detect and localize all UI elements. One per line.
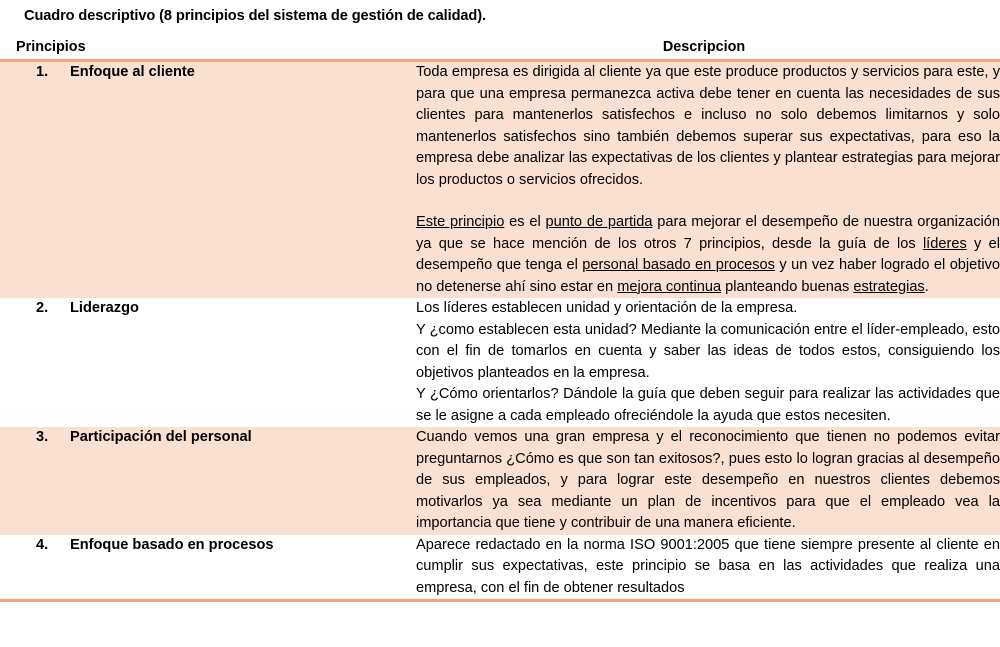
description-cell bbox=[416, 427, 1000, 535]
principle-cell bbox=[0, 298, 416, 427]
description-paragraph: Y ¿como establecen esta unidad? Mediante la comunicación entre el líder-empleado, esto con el fin de tomarlos en cuenta y saber las ideas de todos estos, consiguiendo los objetivos planteados en la empresa. bbox=[416, 321, 1000, 381]
column-header-descripcion: Descripcion bbox=[416, 38, 1000, 61]
principle-line bbox=[0, 535, 416, 555]
table-row bbox=[0, 298, 1000, 427]
description-paragraph: Cuando vemos una gran empresa y el reconocimiento que tienen no podemos evitar preguntarnos ¿Cómo es que son tan exitosos?, pues esto lo logran gracias al desempeño de sus empleados, y para lograr este desempeño en nuestros clientes debemos motivarlos ya sea mediante un plan de incentivos para que el empleado vea la importancia que tiene y contribuir de una manera eficiente. bbox=[416, 429, 1000, 531]
table-header-row bbox=[0, 38, 1000, 61]
table-row bbox=[0, 535, 1000, 601]
principles-table bbox=[0, 38, 1000, 602]
description-paragraph: Y ¿Cómo orientarlos? Dándole la guía que deben seguir para realizar las actividades que se le asigne a cada empleado ofreciéndole la ayuda que estos necesiten. bbox=[416, 386, 1000, 424]
table-row bbox=[0, 427, 1000, 535]
plain-text: . bbox=[924, 278, 929, 295]
principle-line bbox=[0, 298, 416, 318]
underlined-phrase: Este principio bbox=[416, 214, 505, 230]
plain-text: es el bbox=[504, 214, 546, 230]
description-paragraph: Toda empresa es dirigida al cliente ya que este produce productos y servicios para este, y para que una empresa permanezca activa debe tener en cuenta las necesidades de sus clientes para mantenerlos satisfechos e incluso no solo debemos limitarnos y solo mantenerlos satisfechos sino también debemos superar sus expectativas, para eso la empresa debe analizar las expectativas de los clientes y plantear estrategias para mejorar los productos o servicios ofrecidos. bbox=[416, 64, 1000, 188]
column-header-principios: Principios bbox=[0, 38, 416, 61]
plain-text: y el desempeño que tenga el bbox=[416, 235, 1000, 273]
table-body bbox=[0, 61, 1000, 601]
principle-cell bbox=[0, 61, 416, 299]
principle-cell bbox=[0, 535, 416, 601]
description-paragraph: Aparece redactado en la norma ISO 9001:2005 que tiene siempre presente al cliente en cumplir sus expectativas, este principio se basa en las actividades que realiza una empresa, con el fin de obtener resultados bbox=[416, 536, 1000, 596]
principle-cell bbox=[0, 427, 416, 535]
page-title: Cuadro descriptivo (8 principios del sistema de gestión de calidad). bbox=[24, 8, 486, 24]
principle-name: Enfoque al cliente bbox=[70, 64, 195, 80]
principle-line bbox=[0, 62, 416, 82]
plain-text: para mejorar el desempeño de nuestra organización ya que se hace mención de los otros 7 principios, desde la guía de los bbox=[416, 214, 1000, 252]
principle-line bbox=[0, 427, 416, 447]
underlined-phrase: personal basado en procesos bbox=[582, 257, 775, 273]
underlined-phrase: líderes bbox=[922, 235, 967, 252]
plain-text: planteando buenas bbox=[721, 278, 854, 295]
principle-name: Liderazgo bbox=[70, 300, 139, 316]
table-row bbox=[0, 61, 1000, 299]
principle-name: Enfoque basado en procesos bbox=[70, 536, 274, 553]
principle-number: 3. bbox=[36, 429, 49, 445]
plain-text: y un vez haber logrado el objetivo no detenerse ahí sino estar en bbox=[416, 257, 1000, 295]
description-cell bbox=[416, 298, 1000, 427]
principle-number: 1. bbox=[36, 64, 49, 80]
description-paragraph bbox=[416, 212, 1000, 298]
description-paragraph: Los líderes establecen unidad y orientación de la empresa. bbox=[416, 300, 798, 316]
principle-number: 2. bbox=[36, 300, 49, 316]
underlined-phrase: estrategias bbox=[853, 278, 925, 295]
description-cell bbox=[416, 535, 1000, 601]
underlined-phrase: punto de partida bbox=[545, 214, 653, 230]
underlined-phrase: mejora continua bbox=[617, 278, 722, 295]
principle-name: Participación del personal bbox=[70, 429, 252, 445]
principle-number: 4. bbox=[36, 536, 49, 553]
description-cell bbox=[416, 61, 1000, 299]
